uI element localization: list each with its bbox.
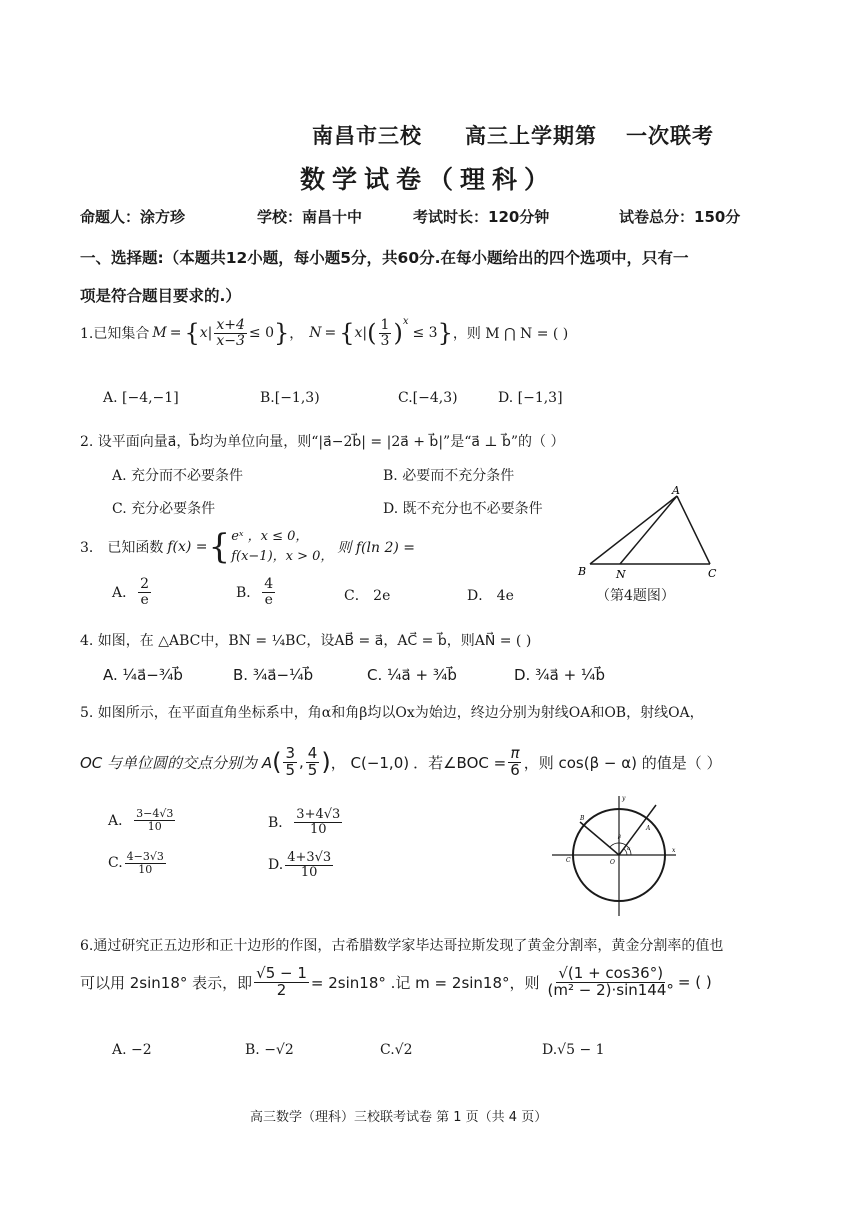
q6-golden-den: 2 (276, 980, 287, 999)
q6-option-a[interactable]: A. −2 (112, 1042, 152, 1058)
fig5-label-o: O (610, 859, 615, 866)
q6-option-c[interactable]: C.√2 (380, 1042, 413, 1058)
q3-option-a-label: A． (112, 585, 137, 602)
q5-option-b[interactable] (268, 808, 344, 836)
q1-option-d[interactable]: D. [−1,3] (498, 390, 563, 406)
q5-ax-den: 5 (285, 760, 296, 779)
fig4-label-c: C (708, 567, 717, 580)
subtitle: 数学试卷（理科） (300, 165, 557, 194)
q6-expression-den: (m² − 2)·sin144° (547, 980, 674, 999)
q6-golden-num: √5 − 1 (256, 964, 307, 982)
question-6-line2 (80, 966, 712, 999)
q1-option-a[interactable]: A. [−4,−1] (103, 390, 179, 406)
question-2-stem: 2. 设平面向量a⃗，b⃗均为单位向量，则“|a⃗−2b⃗| = |2a⃗ + b⃗|”是“a⃗ ⊥ b⃗”的（ ） (80, 434, 565, 450)
q1-suffix: ，则 M ⋂ N = ( ) (452, 326, 569, 343)
q5-pi-den: 6 (510, 760, 520, 779)
question-5-line1: 5. 如图所示，在平面直角坐标系中，角α和角β均以Ox为始边，终边分别为射线OA和OB，射线OA， (80, 705, 704, 721)
question-5-line2 (80, 746, 722, 779)
q5-option-b-frac (294, 808, 342, 836)
fig4-side-ac (677, 496, 710, 564)
section-heading-line1: 一、选择题:（本题共12小题，每小题5分，共60分.在每小题给出的四个选项中，只有一 (80, 249, 689, 267)
q1-third-num: 1 (380, 317, 390, 333)
q3-option-b-num: 4 (264, 576, 274, 592)
q5-paren-open: ( (272, 748, 282, 777)
q1-prefix: 1.已知集合 (80, 326, 150, 343)
q3-suffix: 则 f(ln 2) = (337, 539, 415, 556)
q1-le3: ≤ 3 (412, 325, 438, 342)
title-part3: 一次联考 (626, 124, 714, 148)
q5-option-a[interactable] (108, 808, 177, 832)
q5-option-d[interactable] (268, 851, 335, 879)
q5-option-c-label: C. (108, 855, 123, 872)
q3-option-a-den: e (140, 591, 149, 608)
page-footer: 高三数学（理科）三校联考试卷 第 1 页（共 4 页） (250, 1110, 548, 1125)
fig5-label-alpha: α (627, 846, 631, 852)
q5-ay-num: 4 (307, 744, 318, 762)
q1-option-b[interactable]: B.[−1,3) (260, 390, 320, 406)
q5-option-d-frac (285, 851, 333, 879)
q1-fraction (214, 318, 247, 348)
q1-paren-open: ( (367, 319, 377, 348)
figure-5-unit-circle (548, 792, 688, 918)
q1-brace-close: } (273, 319, 290, 348)
q3-option-b-den: e (264, 591, 273, 608)
q1-brace-open: { (184, 319, 200, 348)
q3-option-c[interactable]: C． 2e (344, 588, 391, 604)
title-part1: 南昌市三校 (312, 124, 422, 148)
q5-pi-frac (508, 746, 522, 779)
question-6-line1: 6.通过研究正五边形和正十边形的作图，古希腊数学家毕达哥拉斯发现了黄金分割率，黄金分割率的值也 (80, 938, 724, 954)
q3-fx: f(x) = (167, 538, 208, 555)
q5-option-b-den: 10 (310, 821, 327, 837)
fig5-label-b: B (580, 815, 585, 822)
fig5-label-x: x (672, 847, 676, 854)
q1-set-n: N (309, 325, 322, 342)
q4-option-d[interactable]: D. ¾a⃗ + ¼b⃗ (514, 666, 605, 684)
q2-option-b[interactable]: B. 必要而不充分条件 (383, 468, 515, 484)
q5-option-b-num: 3+4√3 (296, 807, 341, 822)
q5-option-c-num: 4−3√3 (126, 850, 164, 863)
q1-option-c[interactable]: C.[−4,3) (398, 390, 458, 406)
q5-option-d-num: 4+3√3 (287, 850, 332, 865)
title-part2: 高三上学期第 (465, 124, 597, 148)
q1-eq: = (169, 325, 182, 342)
q3-option-a-num: 2 (140, 576, 150, 592)
fig5-ray-ob (580, 822, 619, 855)
q1-exp: x (402, 315, 409, 327)
q6-option-b[interactable]: B. −√2 (245, 1042, 294, 1058)
q4-option-c[interactable]: C. ¼a⃗ + ¾b⃗ (367, 666, 457, 684)
q1-paren-close: ) (393, 319, 403, 348)
duration: 考试时长：120分钟 (413, 208, 550, 226)
q6-expression-frac (546, 966, 676, 999)
question-3-stem (80, 527, 415, 566)
fig5-label-beta: β (618, 834, 621, 840)
question-4-stem: 4. 如图，在 △ABC中，BN = ¼BC，设AB⃗ = a⃗，AC⃗ = b⃗，则AN⃗ = ( ) (80, 633, 532, 649)
q1-brace-open-2: { (339, 319, 355, 348)
q1-frac-num: x+4 (216, 317, 245, 333)
q2-option-d[interactable]: D. 既不充分也不必要条件 (383, 501, 543, 517)
q1-comma: ， (289, 326, 304, 343)
q5-option-d-label: D. (268, 857, 284, 874)
q5-point-c: ， C(−1,0) (330, 753, 410, 772)
q3-cases (231, 527, 333, 566)
q1-n-cond: x| (354, 325, 368, 342)
q5-option-d-den: 10 (300, 864, 318, 880)
q2-option-a[interactable]: A. 充分而不必要条件 (112, 468, 244, 484)
q5-cond: ．若∠BOC = (413, 753, 507, 772)
q5-comma: , (299, 753, 304, 772)
q3-option-b-label: B． (236, 585, 261, 602)
fig4-side-ab (590, 496, 677, 564)
q5-pi-num: π (510, 744, 520, 762)
q6-suffix: = ( ) (677, 973, 712, 992)
fig4-label-n: N (616, 568, 626, 581)
q1-third (379, 318, 392, 348)
q5-ax-frac (283, 746, 297, 779)
q2-option-c[interactable]: C. 充分必要条件 (112, 501, 216, 517)
q3-brace: { (208, 526, 231, 567)
q1-eq2: = (324, 325, 337, 342)
q3-case1: eˣ ，x ≤ 0， (231, 529, 309, 544)
q5-paren-close: ) (321, 748, 331, 777)
q6-golden-frac (254, 966, 309, 999)
school: 学校：南昌十中 (257, 208, 363, 226)
figure-4-caption: （第4题图） (596, 588, 675, 604)
q5-line2-prefix: OC 与单位圆的交点分别为 A (80, 753, 273, 772)
fig5-label-a: A (646, 825, 651, 832)
q1-third-den: 3 (380, 332, 390, 349)
q5-option-a-label: A． (108, 813, 133, 830)
q5-option-a-num: 3−4√3 (136, 807, 174, 820)
q3-option-a[interactable] (112, 577, 153, 607)
q1-set-m: M (152, 325, 167, 342)
q1-brace-close-2: } (437, 319, 453, 348)
q3-option-b[interactable] (236, 577, 277, 607)
figure-4-triangle (570, 482, 730, 582)
fig5-label-c: C (566, 857, 571, 864)
total-score: 试卷总分：150分 (619, 208, 741, 226)
q4-option-b[interactable]: B. ¾a⃗−¼b⃗ (233, 666, 314, 684)
q6-line2-prefix: 可以用 2sin18° 表示，即 (80, 973, 253, 992)
section-heading-line2: 项是符合题目要求的.） (80, 287, 241, 305)
q5-ax-num: 3 (285, 744, 296, 762)
q6-expression-num: √(1 + cos36°) (558, 964, 664, 982)
author: 命题人：涂方珍 (80, 208, 186, 226)
q5-option-c-den: 10 (138, 862, 153, 876)
q3-option-b-frac (262, 577, 275, 607)
q3-option-d[interactable]: D． 4e (467, 588, 514, 604)
question-1-stem (80, 315, 569, 349)
q3-case2: f(x−1)，x > 0， (231, 548, 334, 564)
q5-option-a-frac (134, 808, 175, 832)
q5-ay-den: 5 (307, 760, 318, 779)
fig4-label-a: A (672, 484, 680, 497)
q5-option-a-den: 10 (147, 819, 162, 833)
q6-mid: = 2sin18° .记 m = 2sin18°，则 (310, 973, 540, 992)
q5-option-c-frac (125, 851, 166, 875)
fig4-segment-an (620, 496, 677, 564)
q1-x-cond: x| (199, 325, 213, 342)
q1-frac-den: x−3 (216, 332, 245, 349)
q3-option-a-frac (138, 577, 151, 607)
q5-option-b-label: B． (268, 815, 293, 832)
fig5-label-y: y (622, 795, 626, 802)
q5-suffix: ，则 cos(β − α) 的值是（ ） (523, 753, 722, 772)
fig4-label-b: B (578, 565, 587, 578)
q3-prefix: 3． 已知函数 (80, 539, 164, 556)
q4-option-a[interactable]: A. ¼a⃗−¾b⃗ (103, 666, 183, 684)
q1-le0: ≤ 0 (248, 325, 274, 342)
q5-ay-frac (306, 746, 320, 779)
q6-option-d[interactable]: D.√5 − 1 (542, 1042, 605, 1058)
q5-option-c[interactable] (108, 851, 168, 875)
